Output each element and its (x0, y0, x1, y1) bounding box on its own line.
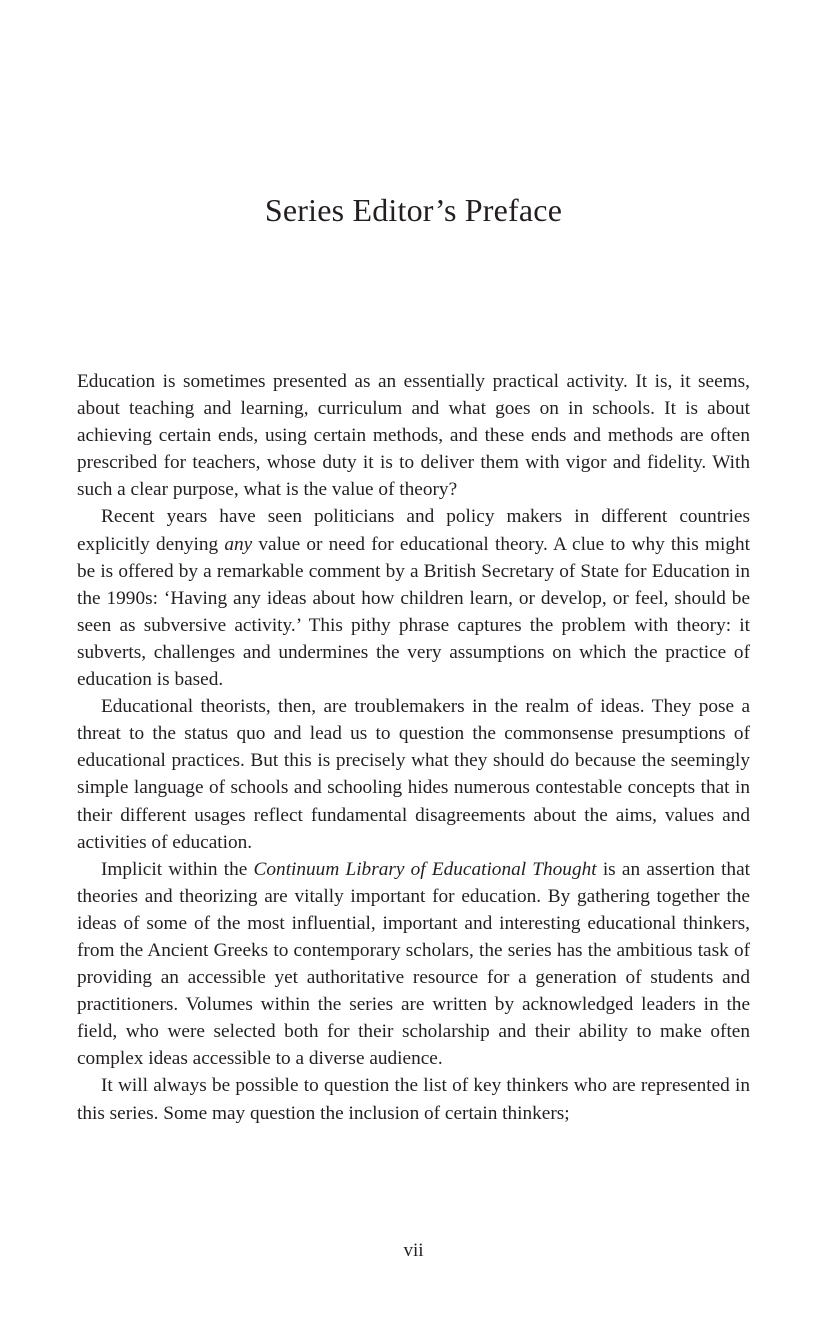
series-title-italic: Continuum Library of Educational Thought (253, 858, 597, 880)
text-run: Education is sometimes presented as an essentially practical activity. It is, it seems, about teaching and learning, curriculum and what goes on in schools. It is about achieving certain ends, using certain methods, and these ends and methods are often prescribed for teachers, whose duty it is to deliver them with vigor and fidelity. With such a clear purpose, what is the value of theory? (77, 371, 750, 501)
text-run: Educational theorists, then, are troublemakers in the realm of ideas. They pose a threat to the status quo and lead us to question the commonsense presumptions of educational practices. But this is precisely what they should do because the seemingly simple language of schools and schooling hides numerous contestable concepts that in their different usages reflect fundamental disagreements about the aims, values and activities of education. (77, 696, 750, 853)
text-run: It will always be possible to question the list of key thinkers who are represented in this series. Some may question the inclusion of certain thinkers; (77, 1075, 750, 1124)
paragraph (77, 693, 750, 856)
page-title: Series Editor’s Preface (264, 192, 563, 228)
text-run: Recent years have seen politicians and policy makers in different countries explicitly denying (77, 506, 750, 555)
emphasis-run: any (224, 533, 253, 555)
paragraph (77, 503, 750, 693)
paragraph (77, 856, 750, 1073)
text-run: value or need for educational theory. A clue to why this might be is offered by a remarkable comment by a British Secretary of State for Education in the 1990s: ‘Having any ideas about how children learn, or develop, or feel, should be seen as subversive activity.’ This pithy phrase captures the problem with theory: it subverts, challenges and undermines the very assumptions on which the practice of education is based. (77, 533, 750, 691)
paragraph (77, 368, 750, 503)
body-text (77, 368, 750, 1127)
text-run: Implicit within the (101, 858, 254, 880)
page-number: vii (403, 1240, 424, 1261)
paragraph (77, 1072, 750, 1126)
text-run: is an assertion that theories and theorizing are vitally important for education. By gathering together the ideas of some of the most influential, important and interesting educational thinkers, from the Ancient Greeks to contemporary scholars, the series has the ambitious task of providing an accessible yet authoritative resource for a generation of students and practitioners. Volumes within the series are written by acknowledged leaders in the field, who were selected both for their scholarship and their ability to make often complex ideas accessible to a diverse audience. (77, 858, 750, 1070)
